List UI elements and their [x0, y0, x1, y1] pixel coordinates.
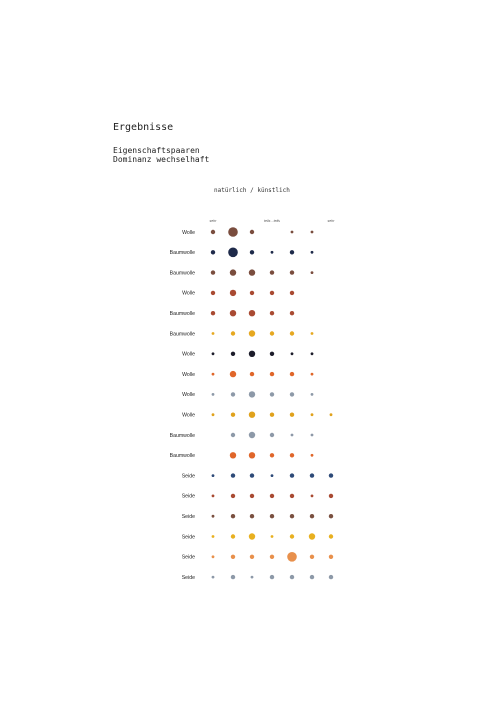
data-point	[249, 310, 255, 316]
data-point	[212, 413, 215, 416]
data-point	[270, 494, 274, 498]
row-label: Baumwolle	[169, 432, 195, 439]
row-label: Baumwolle	[169, 331, 195, 338]
data-point	[212, 373, 215, 376]
data-point	[310, 555, 314, 559]
data-point	[249, 452, 255, 458]
data-point	[249, 412, 255, 418]
data-point	[311, 271, 314, 274]
row-label: Baumwolle	[169, 453, 195, 460]
data-point	[290, 311, 294, 315]
data-point	[250, 291, 254, 295]
data-point	[231, 413, 235, 417]
data-point	[311, 434, 314, 437]
data-point	[290, 331, 294, 335]
row-label: Wolle	[182, 412, 195, 419]
data-point	[230, 452, 236, 458]
data-point	[212, 555, 215, 558]
data-point	[270, 514, 274, 518]
data-point	[231, 494, 235, 498]
row-label: Wolle	[182, 290, 195, 297]
data-point	[311, 454, 314, 457]
row-label: Wolle	[182, 351, 195, 358]
data-point	[231, 534, 235, 538]
data-point	[311, 495, 314, 498]
row-label: Seide	[181, 514, 195, 520]
data-point	[330, 413, 333, 416]
data-point	[329, 514, 333, 518]
data-point	[250, 473, 254, 477]
data-point	[290, 270, 294, 274]
data-point	[291, 352, 294, 355]
data-point	[290, 250, 294, 254]
data-point	[231, 514, 235, 518]
x-tick-label: teils - teils	[264, 219, 280, 223]
data-point	[270, 413, 274, 417]
data-point	[310, 575, 314, 579]
data-point	[228, 248, 238, 258]
data-point	[212, 576, 215, 579]
data-point	[250, 514, 254, 518]
data-point	[270, 575, 274, 579]
data-point	[290, 575, 294, 579]
data-point	[249, 533, 255, 539]
data-point	[290, 514, 294, 518]
page-heading: Ergebnisse	[113, 122, 174, 133]
row-label: Baumwolle	[169, 250, 195, 257]
data-point	[310, 473, 314, 477]
data-point	[291, 434, 294, 437]
chart-title: natürlich / künstlich	[214, 187, 290, 194]
data-point	[212, 474, 215, 477]
data-point	[290, 291, 294, 295]
row-label: Seide	[181, 534, 195, 541]
data-point	[212, 515, 215, 518]
data-point	[231, 575, 235, 579]
data-point	[231, 352, 235, 356]
data-point	[270, 311, 274, 315]
data-point	[231, 392, 235, 396]
data-point	[270, 555, 274, 559]
data-point	[250, 555, 254, 559]
data-point	[329, 494, 333, 498]
data-point	[211, 311, 215, 315]
data-point	[291, 231, 294, 234]
data-point	[270, 372, 274, 376]
data-point	[309, 533, 315, 539]
data-point	[290, 413, 294, 417]
data-point	[212, 495, 215, 498]
data-point	[310, 514, 314, 518]
data-point	[249, 330, 255, 336]
data-point	[212, 535, 215, 538]
data-point	[270, 331, 274, 335]
data-point	[311, 352, 314, 355]
data-point	[230, 269, 236, 275]
data-point	[290, 453, 294, 457]
data-point	[329, 555, 333, 559]
row-label: Wolle	[182, 371, 195, 378]
data-point	[231, 331, 235, 335]
data-point	[250, 230, 254, 234]
data-point	[228, 227, 238, 237]
row-label: Seide	[181, 473, 195, 480]
data-point	[329, 534, 333, 538]
row-label: Wolle	[182, 392, 195, 399]
data-point	[211, 230, 215, 234]
data-point	[249, 391, 255, 397]
data-point	[230, 310, 236, 316]
data-point	[230, 371, 236, 377]
data-point	[290, 392, 294, 396]
subheading-dominance: Dominanz wechselhaft	[113, 155, 210, 164]
data-point	[271, 474, 274, 477]
data-point	[311, 332, 314, 335]
data-point	[311, 251, 314, 254]
data-point	[250, 494, 254, 498]
data-point	[212, 332, 215, 335]
data-point	[271, 251, 274, 254]
data-point	[311, 231, 314, 234]
data-point	[311, 413, 314, 416]
data-point	[270, 392, 274, 396]
data-point	[290, 534, 294, 538]
row-label: Wolle	[182, 229, 195, 236]
row-label: Seide	[181, 574, 195, 581]
data-point	[211, 250, 215, 254]
data-point	[290, 494, 294, 498]
data-point	[270, 291, 274, 295]
data-point	[211, 291, 215, 295]
data-point	[270, 433, 274, 437]
data-point	[249, 269, 255, 275]
data-point	[250, 250, 254, 254]
data-point	[250, 372, 254, 376]
row-label: Baumwolle	[169, 270, 195, 277]
row-label: Seide	[181, 493, 195, 500]
row-label: Baumwolle	[169, 311, 195, 317]
data-point	[290, 372, 294, 376]
data-point	[211, 270, 215, 274]
data-point	[270, 352, 274, 356]
data-point	[271, 535, 274, 538]
data-point	[270, 270, 274, 274]
data-point	[311, 393, 314, 396]
data-point	[212, 352, 215, 355]
data-point	[212, 393, 215, 396]
data-point	[329, 575, 333, 579]
data-point	[230, 290, 236, 296]
data-point	[249, 432, 255, 438]
data-point	[287, 552, 297, 562]
data-point	[231, 555, 235, 559]
row-label: Seide	[181, 554, 195, 561]
data-point	[290, 473, 294, 477]
x-tick-label: sehr	[327, 219, 335, 223]
data-point	[311, 373, 314, 376]
data-point	[231, 473, 235, 477]
x-tick-label: sehr	[209, 219, 217, 223]
data-point	[249, 351, 255, 357]
data-point	[270, 453, 274, 457]
subheading-pairs: Eigenschaftspaaren	[113, 146, 200, 155]
data-point	[251, 576, 254, 579]
data-point	[329, 473, 333, 477]
data-point	[231, 433, 235, 437]
